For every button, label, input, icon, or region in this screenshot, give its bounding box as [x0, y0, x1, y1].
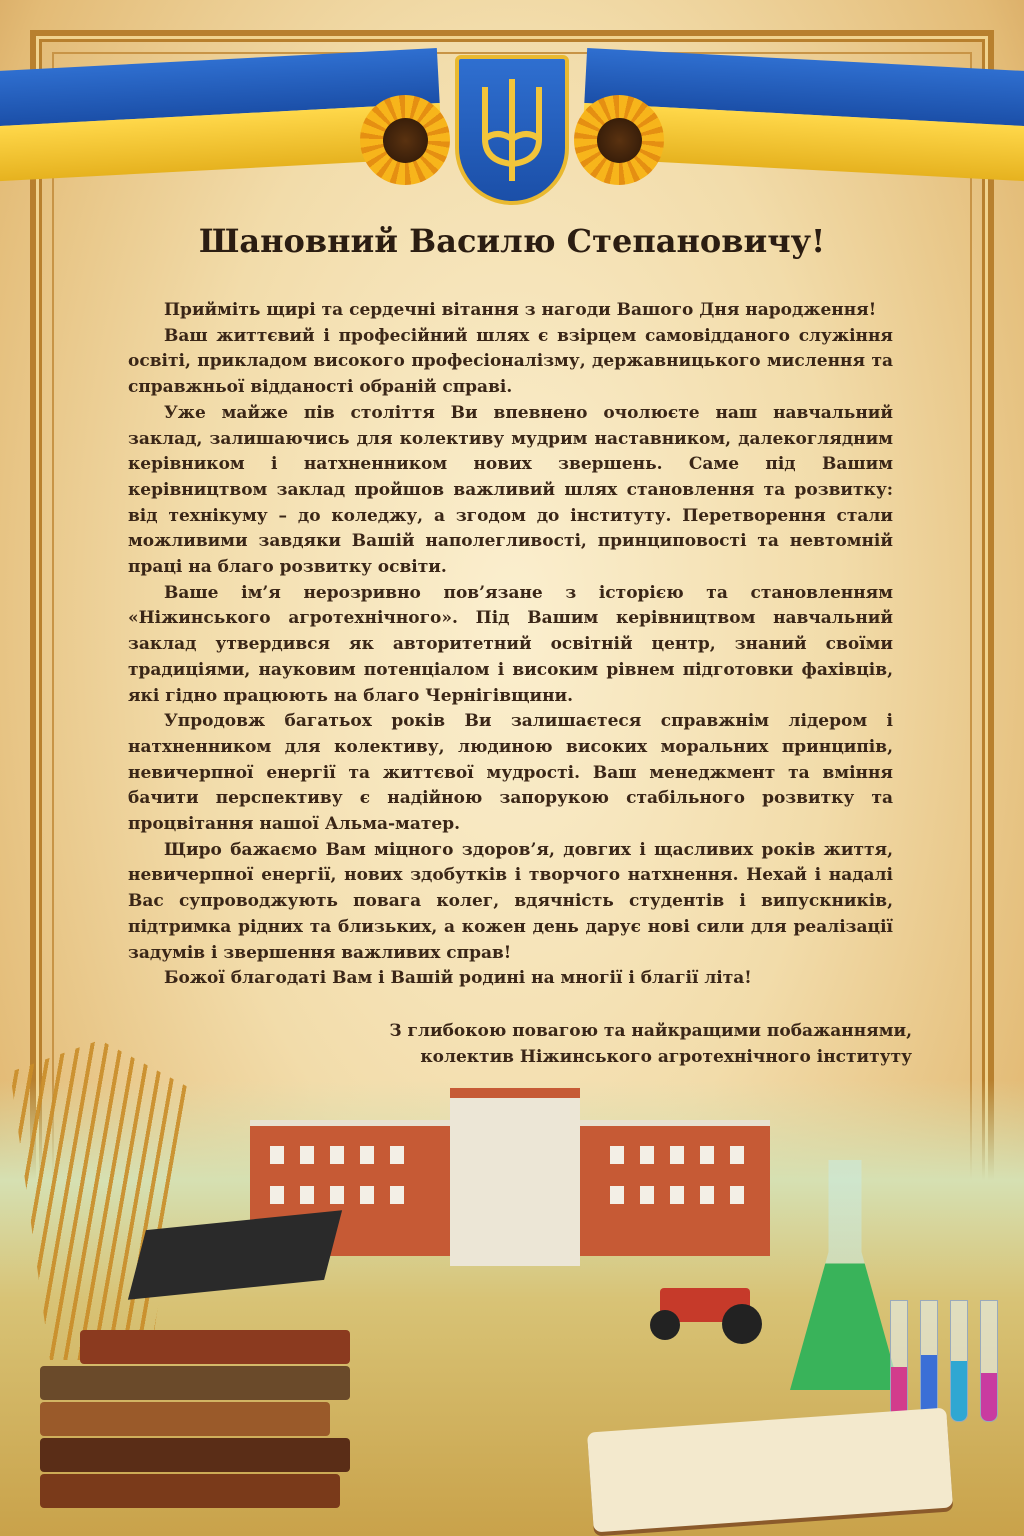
sunflower-icon	[360, 95, 450, 185]
sunflower-icon	[574, 95, 664, 185]
tractor-icon	[650, 1278, 770, 1348]
signature-line: З глибокою повагою та найкращими побажаннями,	[389, 1021, 912, 1041]
letter-paragraph: Щиро бажаємо Вам міцного здоров’я, довгих і щасливих років життя, невичерпної енергії, нових здобутків і творчого натхнення. Нехай і надалі Вас супроводжують повага колег, вдячність студентів і випускників, підтримка рідних та близьких, а кожен день дарує нові сили для реалізації задумів і звершення важливих справ!	[128, 839, 893, 963]
book-stack	[40, 1330, 360, 1520]
letter-body	[128, 298, 893, 992]
letter-paragraph: Ваш життєвий і професійний шлях є взірцем самовідданого служіння освіті, прикладом високого професіоналізму, державницького мислення та справжньої відданості обраній справі.	[128, 325, 893, 398]
signature-line: колектив Ніжинського агротехнічного інституту	[420, 1047, 912, 1067]
letter-paragraph: Божої благодаті Вам і Вашій родині на многії і благії літа!	[164, 968, 752, 989]
letter-paragraph: Уже майже пів століття Ви впевнено очолюєте наш навчальний заклад, залишаючись для колективу мудрим наставником, далекоглядним керівником і натхненником нових звершень. Саме під Вашим керівництвом заклад пройшов важливий шлях становлення та розвитку: від технікуму – до коледжу, а згодом до інституту. Перетворення стали можливими завдяки Вашій наполегливості, принциповості та невтомній праці на благо розвитку освіти.	[128, 402, 893, 578]
letter-paragraph: Ваше ім’я нерозривно пов’язане з історією та становленням «Ніжинського агротехнічного». Під Вашим керівництвом навчальний заклад утвердився як авторитетний освітній центр, знаний своїми традиціями, науковим потенціалом і високим рівнем підготовки фахівців, які гідно працюють на благо Чернігівщини.	[128, 582, 893, 706]
trident-icon	[471, 69, 553, 189]
letter-paragraph: Упродовж багатьох років Ви залишаєтеся справжнім лідером і натхненником для колективу, людиною високих моральних принципів, невичерпної енергії та життєвої мудрості. Ваш менеджмент та вміння бачити перспективу є надійною запорукою стабільного розвитку та процвітання нашої Альма-матер.	[128, 711, 893, 835]
signature	[380, 1018, 912, 1070]
coat-of-arms	[455, 55, 569, 205]
letter-paragraph: Прийміть щирі та сердечні вітання з нагоди Вашого Дня народження!	[164, 300, 877, 320]
letter-title: Шановний Василю Степановичу!	[198, 222, 826, 260]
